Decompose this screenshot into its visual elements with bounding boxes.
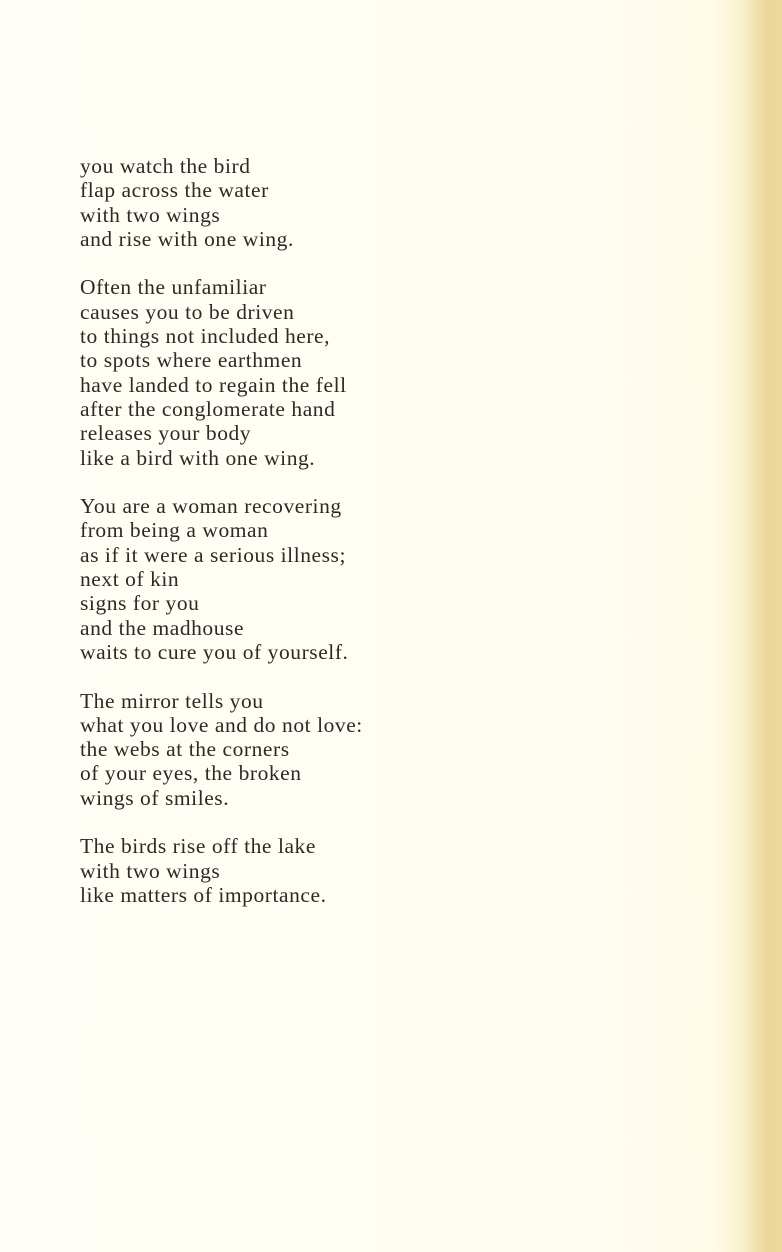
poem-line: and rise with one wing.	[80, 226, 294, 251]
poem-line: from being a woman	[80, 518, 269, 543]
poem-line: next of kin	[80, 567, 180, 592]
poem-line: to things not included here,	[80, 324, 331, 349]
poem-line: flap across the water	[80, 178, 269, 203]
poem-line: the webs at the corners	[80, 737, 290, 762]
stanza-4	[80, 689, 720, 810]
poem-line: and the madhouse	[80, 615, 245, 640]
poem-line: with two wings	[80, 858, 221, 883]
poem-line: Often the unfamiliar	[80, 275, 267, 300]
poem-line: after the conglomerate hand	[80, 396, 336, 421]
poem-line: signs for you	[80, 591, 200, 616]
poem-line: as if it were a serious illness;	[80, 542, 346, 567]
poem-line: like matters of importance.	[80, 882, 327, 907]
stanza-1	[80, 154, 720, 251]
poem-line: you watch the bird	[80, 154, 251, 178]
poem-line: You are a woman recovering	[80, 494, 342, 519]
poem-line: with two wings	[80, 202, 221, 227]
poem-line: have landed to regain the fell	[80, 372, 347, 397]
stanza-3	[80, 494, 720, 664]
poem-line: what you love and do not love:	[80, 712, 363, 737]
poem-line: The mirror tells you	[80, 688, 264, 713]
stanza-2	[80, 275, 720, 469]
poem-line: of your eyes, the broken	[80, 761, 302, 786]
poem-line: to spots where earthmen	[80, 348, 303, 373]
poem-line: releases your body	[80, 421, 252, 446]
poem-line: wings of smiles.	[80, 785, 230, 810]
poem-line: The birds rise off the lake	[80, 834, 316, 859]
poem-body	[80, 154, 720, 932]
poem-line: causes you to be driven	[80, 299, 295, 324]
poem-line: like a bird with one wing.	[80, 445, 316, 470]
stanza-5	[80, 834, 720, 907]
poem-line: waits to cure you of yourself.	[80, 639, 349, 664]
